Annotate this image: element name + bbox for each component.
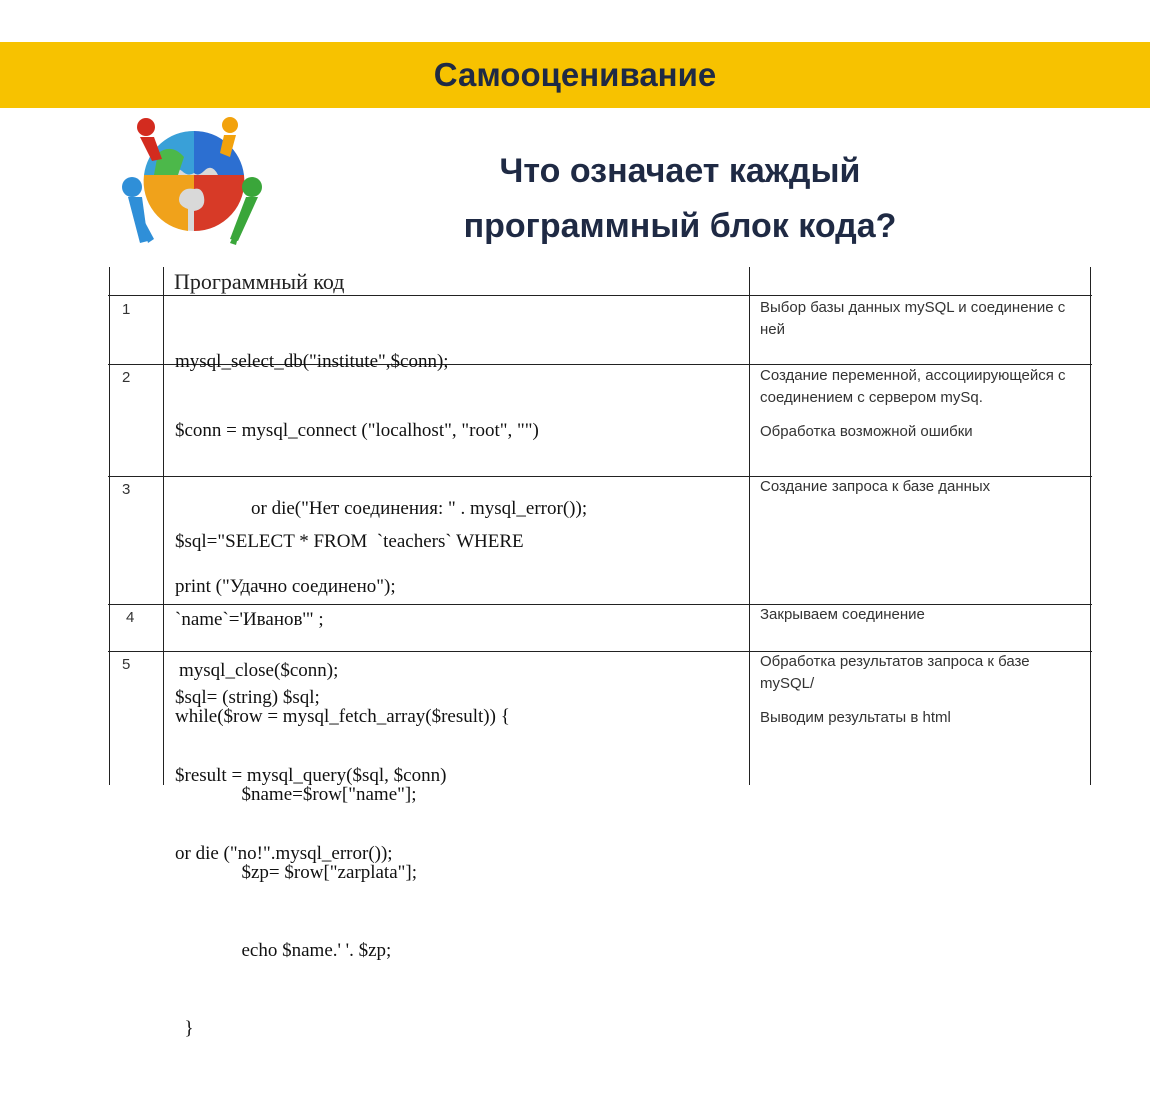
code-line: $name=$row["name"]; — [175, 784, 417, 805]
code-line: `name`='Иванов'" ; — [175, 609, 324, 630]
description-4 — [760, 604, 1085, 626]
description-text: Создание переменной, ассоциирующейся с соединением с сервером mySq. — [760, 367, 1066, 406]
code-table — [108, 267, 1092, 1039]
row-number: 4 — [126, 609, 135, 626]
code-line: $result = mysql_query($sql, $conn) — [175, 765, 447, 786]
code-block-5 — [175, 652, 510, 1094]
code-line: $sql="SELECT * FROM `teachers` WHERE — [175, 531, 524, 552]
description-text: Обработка результатов запроса к базе mySQL/ — [760, 653, 1030, 692]
table-divider-desc — [749, 267, 750, 785]
description-text: Создание запроса к базе данных — [760, 478, 991, 495]
row-divider — [108, 295, 1092, 296]
puzzle-people-icon — [118, 113, 266, 255]
description-text: Обработка возможной ошибки — [760, 423, 973, 440]
row-number: 3 — [122, 481, 131, 498]
description-5 — [760, 651, 1085, 729]
question-line-1: Что означает каждый — [499, 152, 861, 190]
row-number: 2 — [122, 369, 131, 386]
table-border-right — [1090, 267, 1091, 785]
row-number: 1 — [122, 301, 131, 318]
code-line: } — [175, 1018, 194, 1039]
column-header-code: Программный код — [174, 269, 345, 294]
description-3 — [760, 476, 1085, 498]
description-2 — [760, 365, 1085, 443]
title-banner — [0, 42, 1150, 108]
code-line: while($row = mysql_fetch_array($result)) { — [175, 706, 510, 727]
row-number: 5 — [122, 656, 131, 673]
code-line: mysql_select_db("institute",$conn); — [175, 351, 449, 372]
table-border-left — [109, 267, 110, 785]
description-text: Выбор базы данных mySQL и соединение с ней — [760, 299, 1066, 338]
description-1 — [760, 297, 1085, 341]
question-line-2: программный блок кода? — [463, 207, 897, 245]
code-line: $conn = mysql_connect ("localhost", "root", "") — [175, 420, 539, 441]
code-line: print ("Удачно соединено"); — [175, 576, 396, 597]
question-heading — [400, 144, 960, 254]
slide-title: Самооценивание — [433, 56, 717, 93]
description-text: Закрываем соединение — [760, 606, 925, 623]
code-line: echo $name.' '. $zp; — [175, 940, 392, 961]
table-divider-num — [163, 267, 164, 785]
code-line: $sql= (string) $sql; — [175, 687, 320, 708]
code-line: or die("Нет соединения: " . mysql_error()); — [175, 498, 588, 519]
code-line: $zp= $row["zarplata"]; — [175, 862, 418, 883]
code-line: or die ("no!".mysql_error()); — [175, 843, 393, 864]
code-line: mysql_close($conn); — [179, 660, 339, 681]
description-text: Выводим результаты в html — [760, 709, 951, 726]
